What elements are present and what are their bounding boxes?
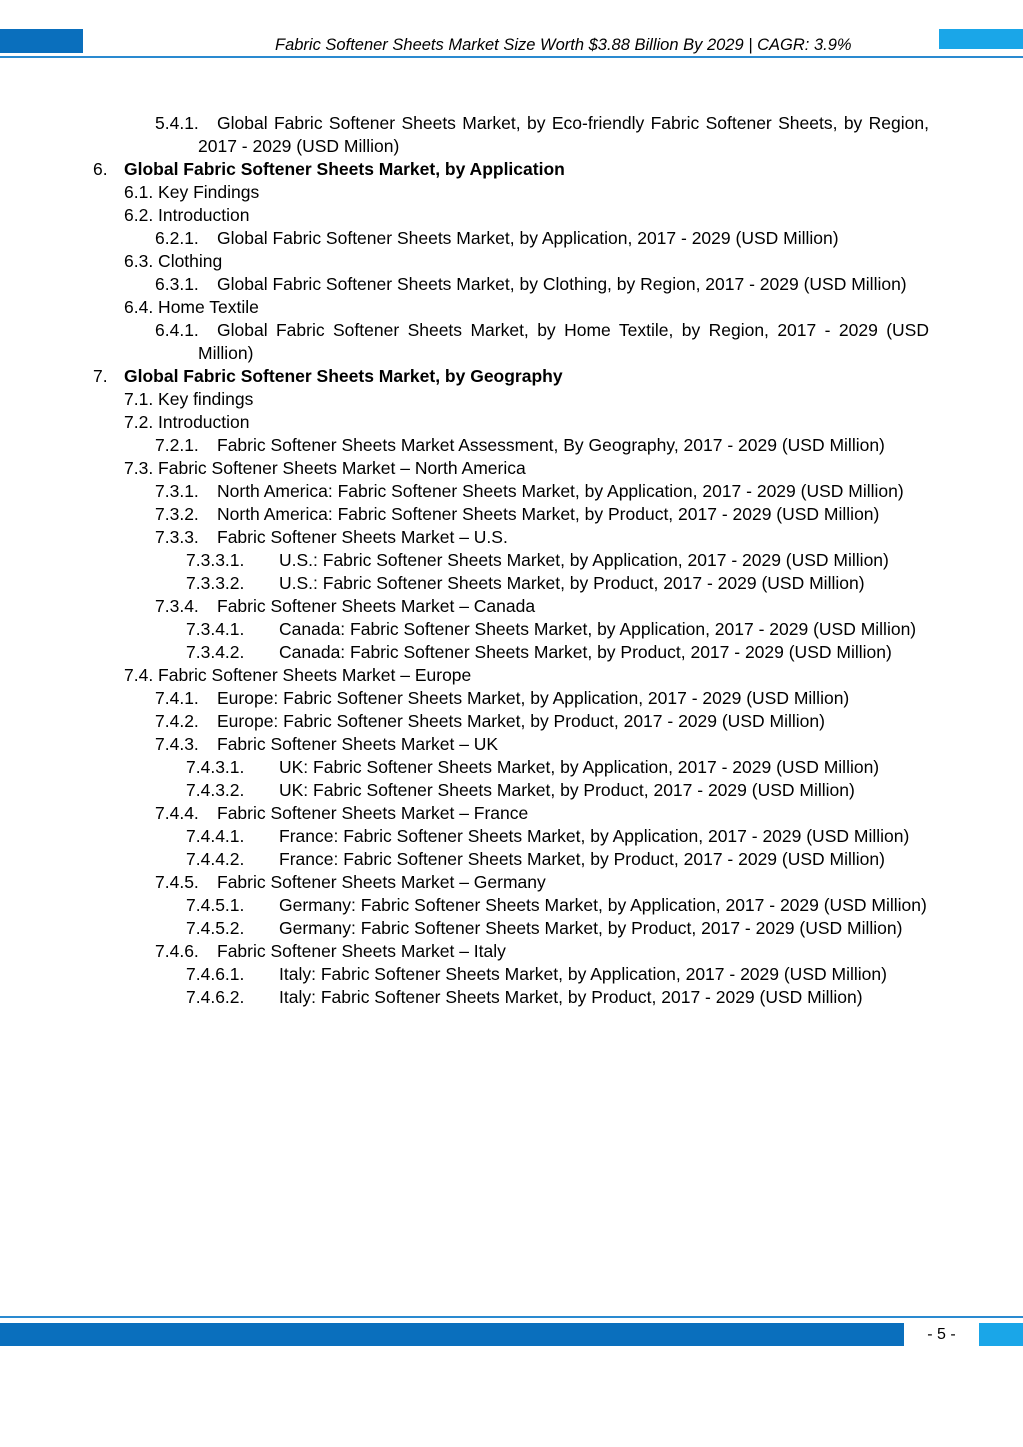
toc-entry-number: 7.4.6.1. [186,964,245,984]
page-number: - 5 - [927,1326,956,1343]
toc-entry-number: 7.3.3. [155,527,199,547]
toc-entry [0,687,1023,710]
toc-entry-text: 6.2. Introduction [124,205,250,225]
toc-entry [0,319,1023,365]
toc-entry [0,457,1023,480]
header-rule [0,56,1023,58]
toc-entry-text: Fabric Softener Sheets Market – Germany [217,872,546,892]
toc-entry-text: 7.1. Key findings [124,389,254,409]
toc-entry-number: 7.4.6.2. [186,987,245,1007]
toc-entry-text: UK: Fabric Softener Sheets Market, by Application, 2017 - 2029 (USD Million) [279,757,880,777]
toc-entry-text: Fabric Softener Sheets Market – U.S. [217,527,508,547]
toc-entry-text: North America: Fabric Softener Sheets Market, by Application, 2017 - 2029 (USD Million) [217,481,904,501]
toc-entry [0,503,1023,526]
toc-entry [0,756,1023,779]
toc-entry [0,618,1023,641]
toc-entry-text: U.S.: Fabric Softener Sheets Market, by Product, 2017 - 2029 (USD Million) [279,573,865,593]
toc-entry-text: Fabric Softener Sheets Market – Italy [217,941,506,961]
toc-entry-text: North America: Fabric Softener Sheets Market, by Product, 2017 - 2029 (USD Million) [217,504,880,524]
toc-entry-text: Global Fabric Softener Sheets Market, by Clothing, by Region, 2017 - 2029 (USD Million) [217,274,907,294]
toc-entry-number: 6.2.1. [155,228,199,248]
toc-entry-text: Europe: Fabric Softener Sheets Market, by Application, 2017 - 2029 (USD Million) [217,688,850,708]
toc-entry [0,526,1023,549]
toc-entry [0,871,1023,894]
toc-entry-number: 7.4.2. [155,711,199,731]
toc-entry-text: 6.4. Home Textile [124,297,259,317]
toc-entry-text: Global Fabric Softener Sheets Market, by Home Textile, by Region, 2017 - 2029 (USD Million) [198,320,929,363]
toc-entry [0,779,1023,802]
toc-entry-number: 7.3.4.1. [186,619,245,639]
toc-entry-text: 6.3. Clothing [124,251,223,271]
header-right-accent-bar [939,29,1023,49]
toc-entry [0,917,1023,940]
toc-entry [0,365,1023,388]
toc-entry [0,273,1023,296]
toc-entry-text: Global Fabric Softener Sheets Market, by Application, 2017 - 2029 (USD Million) [217,228,839,248]
toc-entry-text: Global Fabric Softener Sheets Market, by Geography [124,366,563,386]
toc-entry-number: 5.4.1. [155,113,199,133]
toc-entry-number: 7.3.1. [155,481,199,501]
toc-entry-number: 6.4.1. [155,320,199,340]
toc-entry [0,940,1023,963]
toc-entry-text: Europe: Fabric Softener Sheets Market, by Product, 2017 - 2029 (USD Million) [217,711,825,731]
toc-entry [0,641,1023,664]
toc-entry-text: UK: Fabric Softener Sheets Market, by Product, 2017 - 2029 (USD Million) [279,780,855,800]
toc-entry-text: Fabric Softener Sheets Market – UK [217,734,499,754]
toc-entry-text: Global Fabric Softener Sheets Market, by Application [124,159,565,179]
toc-entry-number: 7.4.1. [155,688,199,708]
toc-entry-text: 6.1. Key Findings [124,182,260,202]
table-of-contents [0,112,1023,1009]
header-title: Fabric Softener Sheets Market Size Worth $3.88 Billion By 2029 | CAGR: 3.9% [275,36,852,54]
toc-entry-number: 7.4.3.2. [186,780,245,800]
toc-entry-number: 7.4.5.2. [186,918,245,938]
toc-entry [0,595,1023,618]
toc-entry [0,733,1023,756]
toc-entry-number: 7.3.3.2. [186,573,245,593]
toc-entry-number: 7.4.4.2. [186,849,245,869]
toc-entry [0,848,1023,871]
toc-entry [0,802,1023,825]
toc-entry [0,181,1023,204]
footer-left-accent-bar [0,1323,904,1346]
toc-entry [0,227,1023,250]
toc-entry-text: Italy: Fabric Softener Sheets Market, by Product, 2017 - 2029 (USD Million) [279,987,863,1007]
toc-entry [0,434,1023,457]
toc-entry [0,963,1023,986]
toc-entry-number: 7.4.6. [155,941,199,961]
toc-entry [0,158,1023,181]
footer-rule [0,1316,1023,1318]
toc-entry-text: Fabric Softener Sheets Market – Canada [217,596,536,616]
toc-entry-text: Germany: Fabric Softener Sheets Market, by Product, 2017 - 2029 (USD Million) [279,918,903,938]
toc-entry-text: Global Fabric Softener Sheets Market, by Eco-friendly Fabric Softener Sheets, by Region, 2017 - 2029 (USD Million) [198,113,929,156]
toc-entry-number: 7.4.5. [155,872,199,892]
toc-entry [0,894,1023,917]
toc-entry-number: 7.3.4.2. [186,642,245,662]
toc-entry [0,572,1023,595]
toc-entry [0,388,1023,411]
toc-entry-number: 7.4.3.1. [186,757,245,777]
toc-entry-text: 7.3. Fabric Softener Sheets Market – North America [124,458,526,478]
toc-entry [0,204,1023,227]
toc-entry [0,710,1023,733]
toc-entry-text: Fabric Softener Sheets Market – France [217,803,529,823]
toc-entry [0,825,1023,848]
toc-entry-text: France: Fabric Softener Sheets Market, by Product, 2017 - 2029 (USD Million) [279,849,885,869]
toc-entry-text: France: Fabric Softener Sheets Market, by Application, 2017 - 2029 (USD Million) [279,826,910,846]
toc-entry-number: 7.4.4.1. [186,826,245,846]
toc-entry-number: 7.3.4. [155,596,199,616]
toc-entry [0,986,1023,1009]
toc-entry-number: 6. [93,159,108,179]
toc-entry-text: Canada: Fabric Softener Sheets Market, by Product, 2017 - 2029 (USD Million) [279,642,892,662]
toc-entry-text: 7.4. Fabric Softener Sheets Market – Europe [124,665,472,685]
toc-entry-number: 7.4.3. [155,734,199,754]
footer-right-accent-bar [979,1323,1023,1346]
toc-entry-text: Fabric Softener Sheets Market Assessment, By Geography, 2017 - 2029 (USD Million) [217,435,885,455]
toc-entry-text: U.S.: Fabric Softener Sheets Market, by Application, 2017 - 2029 (USD Million) [279,550,889,570]
toc-entry-number: 6.3.1. [155,274,199,294]
toc-entry-text: 7.2. Introduction [124,412,250,432]
toc-entry-number: 7.3.2. [155,504,199,524]
toc-entry-number: 7.3.3.1. [186,550,245,570]
toc-entry [0,411,1023,434]
toc-entry [0,112,1023,158]
toc-entry-text: Germany: Fabric Softener Sheets Market, by Application, 2017 - 2029 (USD Million) [279,895,927,915]
toc-entry [0,250,1023,273]
toc-entry [0,549,1023,572]
toc-entry-number: 7.4.5.1. [186,895,245,915]
toc-entry-text: Italy: Fabric Softener Sheets Market, by Application, 2017 - 2029 (USD Million) [279,964,887,984]
toc-entry [0,296,1023,319]
toc-entry [0,664,1023,687]
toc-entry-text: Canada: Fabric Softener Sheets Market, by Application, 2017 - 2029 (USD Million) [279,619,917,639]
toc-entry [0,480,1023,503]
toc-entry-number: 7. [93,366,108,386]
toc-entry-number: 7.4.4. [155,803,199,823]
header-left-accent-bar [0,29,83,53]
toc-entry-number: 7.2.1. [155,435,199,455]
